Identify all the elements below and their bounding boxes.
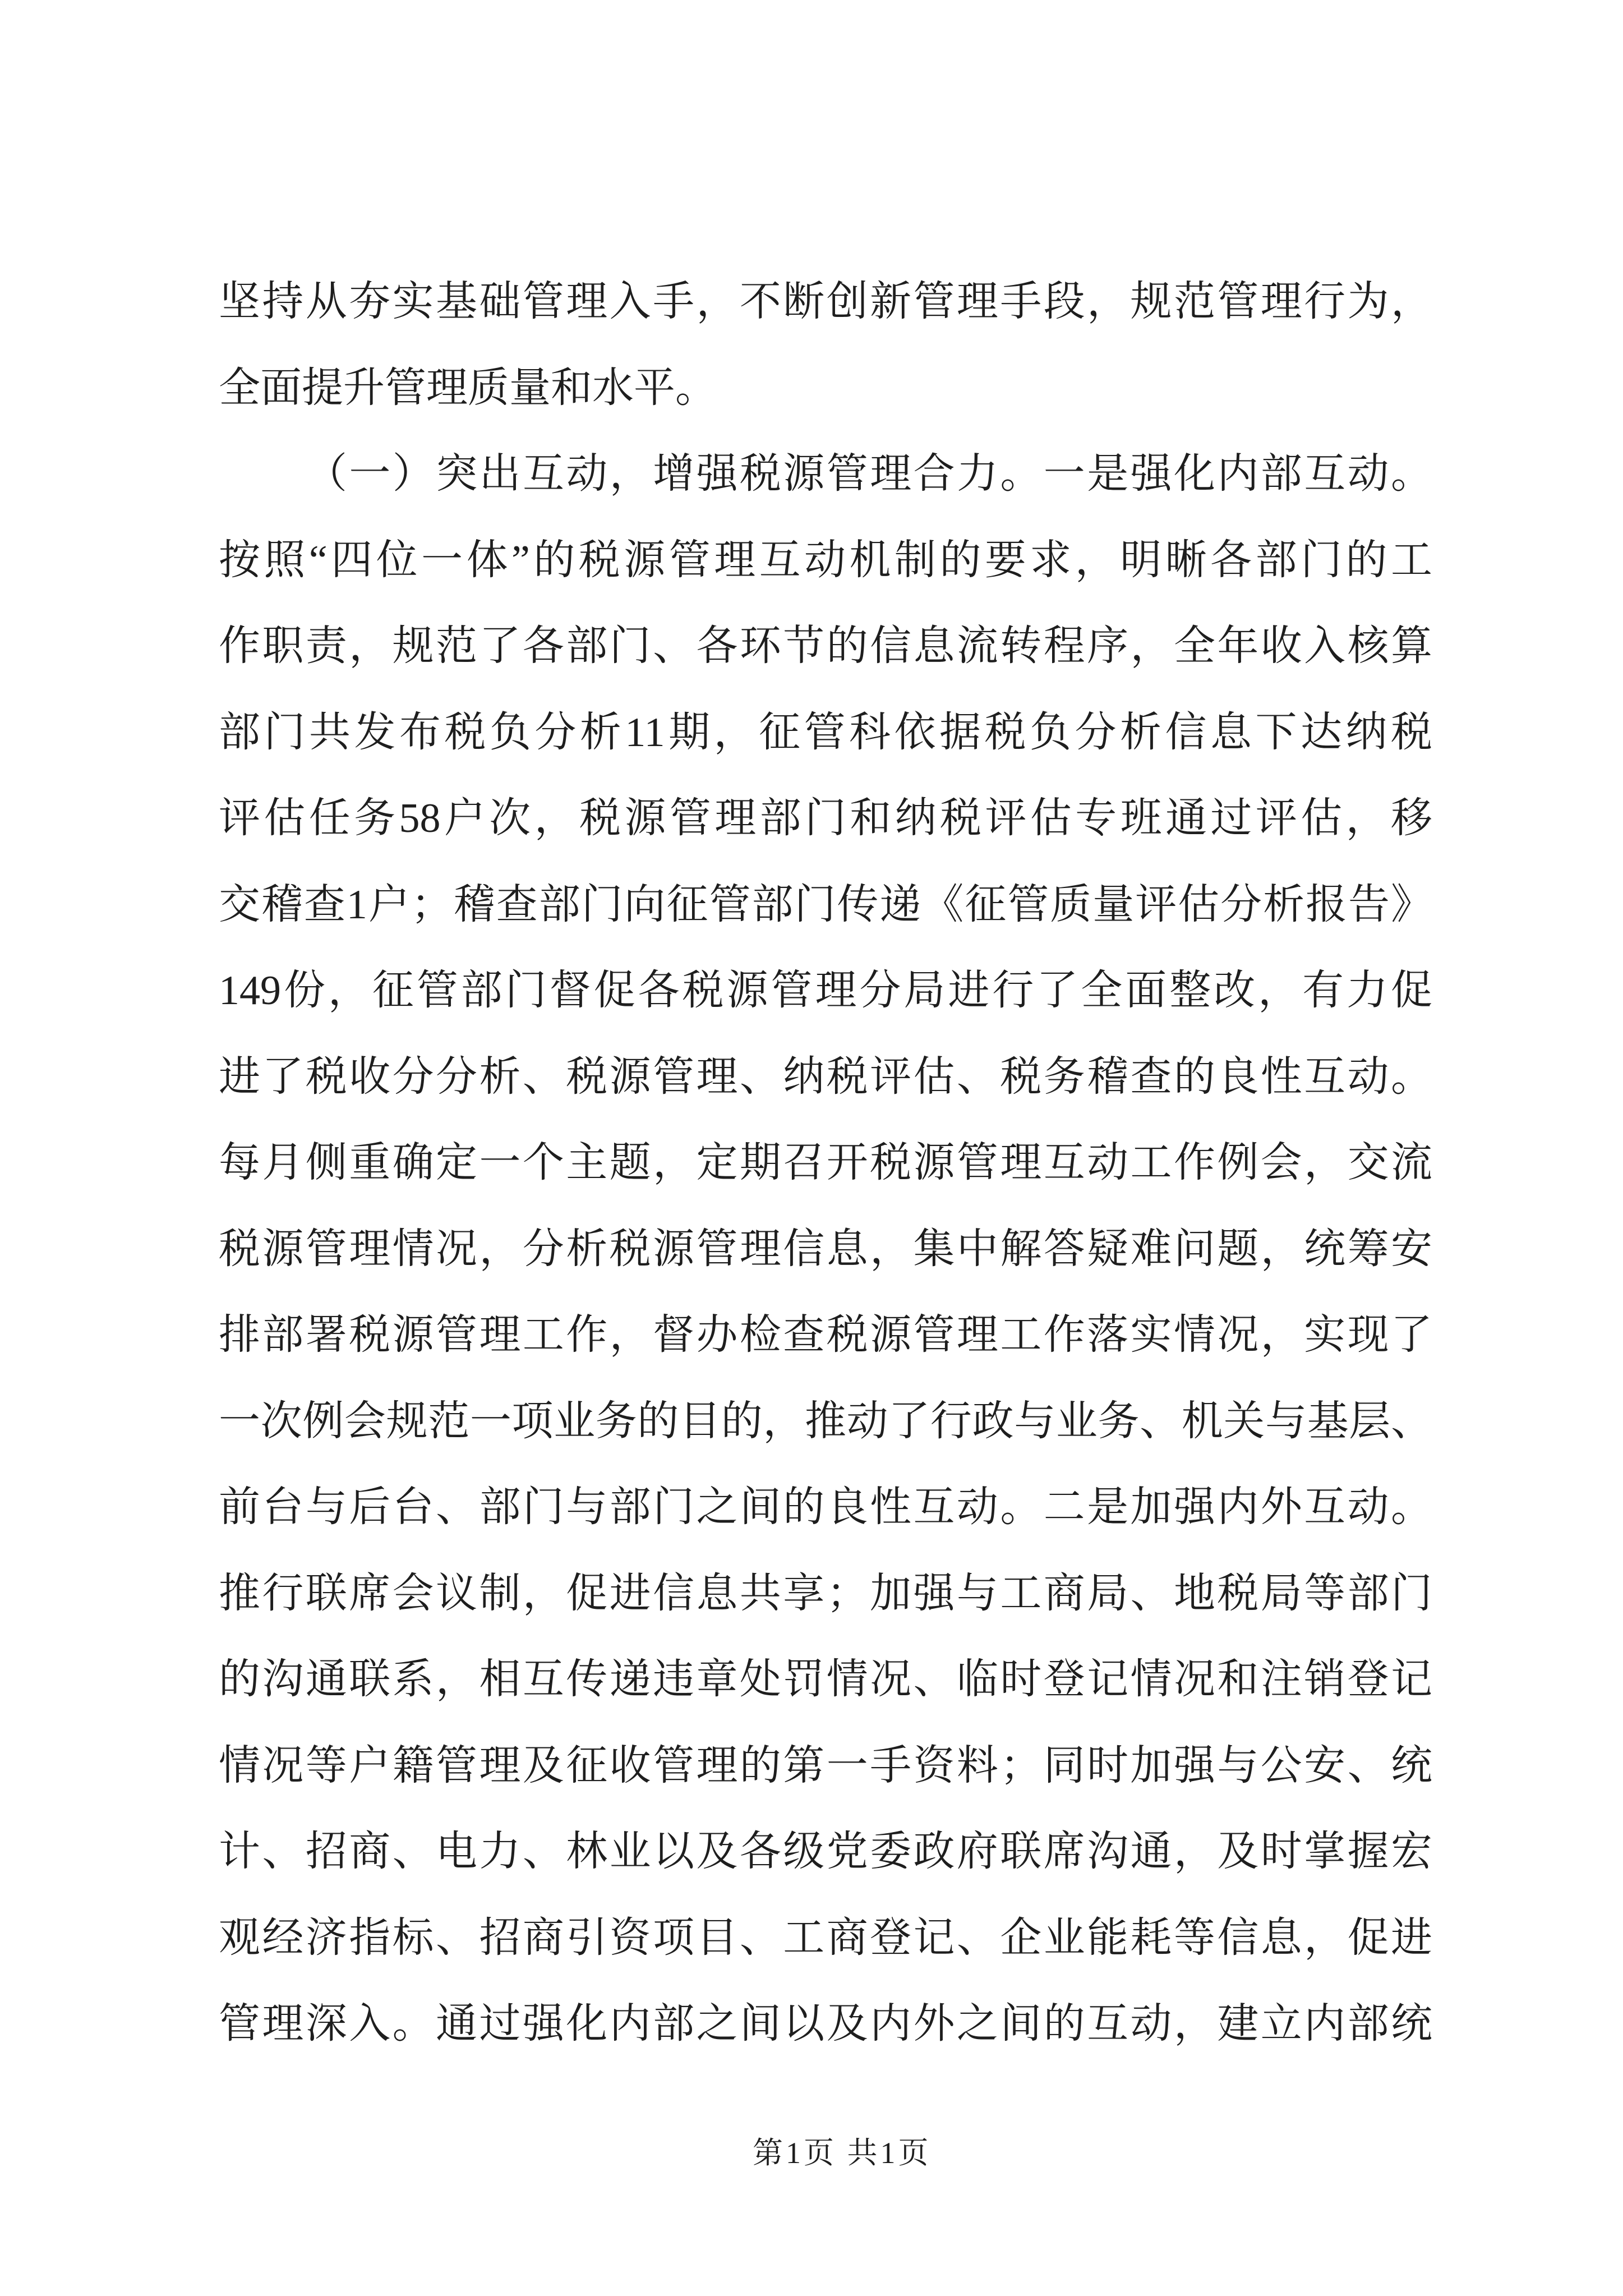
text-line: 前台与后台、部门与部门之间的良性互动。二是加强内外互动。 bbox=[219, 1484, 1432, 1530]
body-text bbox=[219, 259, 1432, 2068]
page-footer bbox=[753, 2135, 932, 2171]
text-line: 排部署税源管理工作，督办检查税源管理工作落实情况，实现了 bbox=[219, 1312, 1432, 1358]
text-line: 税源管理情况，分析税源管理信息，集中解答疑难问题，统筹安 bbox=[219, 1226, 1432, 1272]
text-line: 计、招商、电力、林业以及各级党委政府联席沟通，及时掌握宏 bbox=[219, 1829, 1432, 1875]
text-line: 坚持从夯实基础管理入手，不断创新管理手段，规范管理行为， bbox=[219, 279, 1432, 325]
text-line: 全面提升管理质量和水平。 bbox=[219, 365, 717, 411]
text-line: 作职责，规范了各部门、各环节的信息流转程序，全年收入核算 bbox=[219, 623, 1432, 669]
text-line: 情况等户籍管理及征收管理的第一手资料；同时加强与公安、统 bbox=[219, 1742, 1432, 1789]
paragraph-first-line: （一）突出互动，增强税源管理合力。一是强化内部互动。 bbox=[306, 451, 1432, 497]
text-line: 管理深入。通过强化内部之间以及内外之间的互动，建立内部统 bbox=[219, 2001, 1432, 2047]
text-line: 进了税收分分析、税源管理、纳税评估、税务稽查的良性互动。 bbox=[219, 1053, 1432, 1100]
text-line: 每月侧重确定一个主题，定期召开税源管理互动工作例会，交流 bbox=[219, 1140, 1432, 1186]
text-line: 观经济指标、招商引资项目、工商登记、企业能耗等信息，促进 bbox=[219, 1915, 1432, 1961]
text-line: 推行联席会议制，促进信息共享；加强与工商局、地税局等部门 bbox=[219, 1570, 1432, 1617]
text-line: 的沟通联系，相互传递违章处罚情况、临时登记情况和注销登记 bbox=[219, 1657, 1432, 1703]
text-line: 部门共发布税负分析11期，征管科依据税负分析信息下达纳税 bbox=[219, 709, 1432, 756]
text-line: 交稽查1户；稽查部门向征管部门传递《征管质量评估分析报告》 bbox=[219, 881, 1432, 928]
text-line: 评估任务58户次，税源管理部门和纳税评估专班通过评估，移 bbox=[219, 795, 1432, 841]
text-line: 一次例会规范一项业务的目的，推动了行政与业务、机关与基层、 bbox=[219, 1398, 1432, 1444]
text-line: 149份，征管部门督促各税源管理分局进行了全面整改，有力促 bbox=[219, 968, 1432, 1014]
page-number-label: 第1页 共1页 bbox=[753, 2136, 932, 2170]
text-line: 按照“四位一体”的税源管理互动机制的要求，明晰各部门的工 bbox=[219, 537, 1432, 583]
